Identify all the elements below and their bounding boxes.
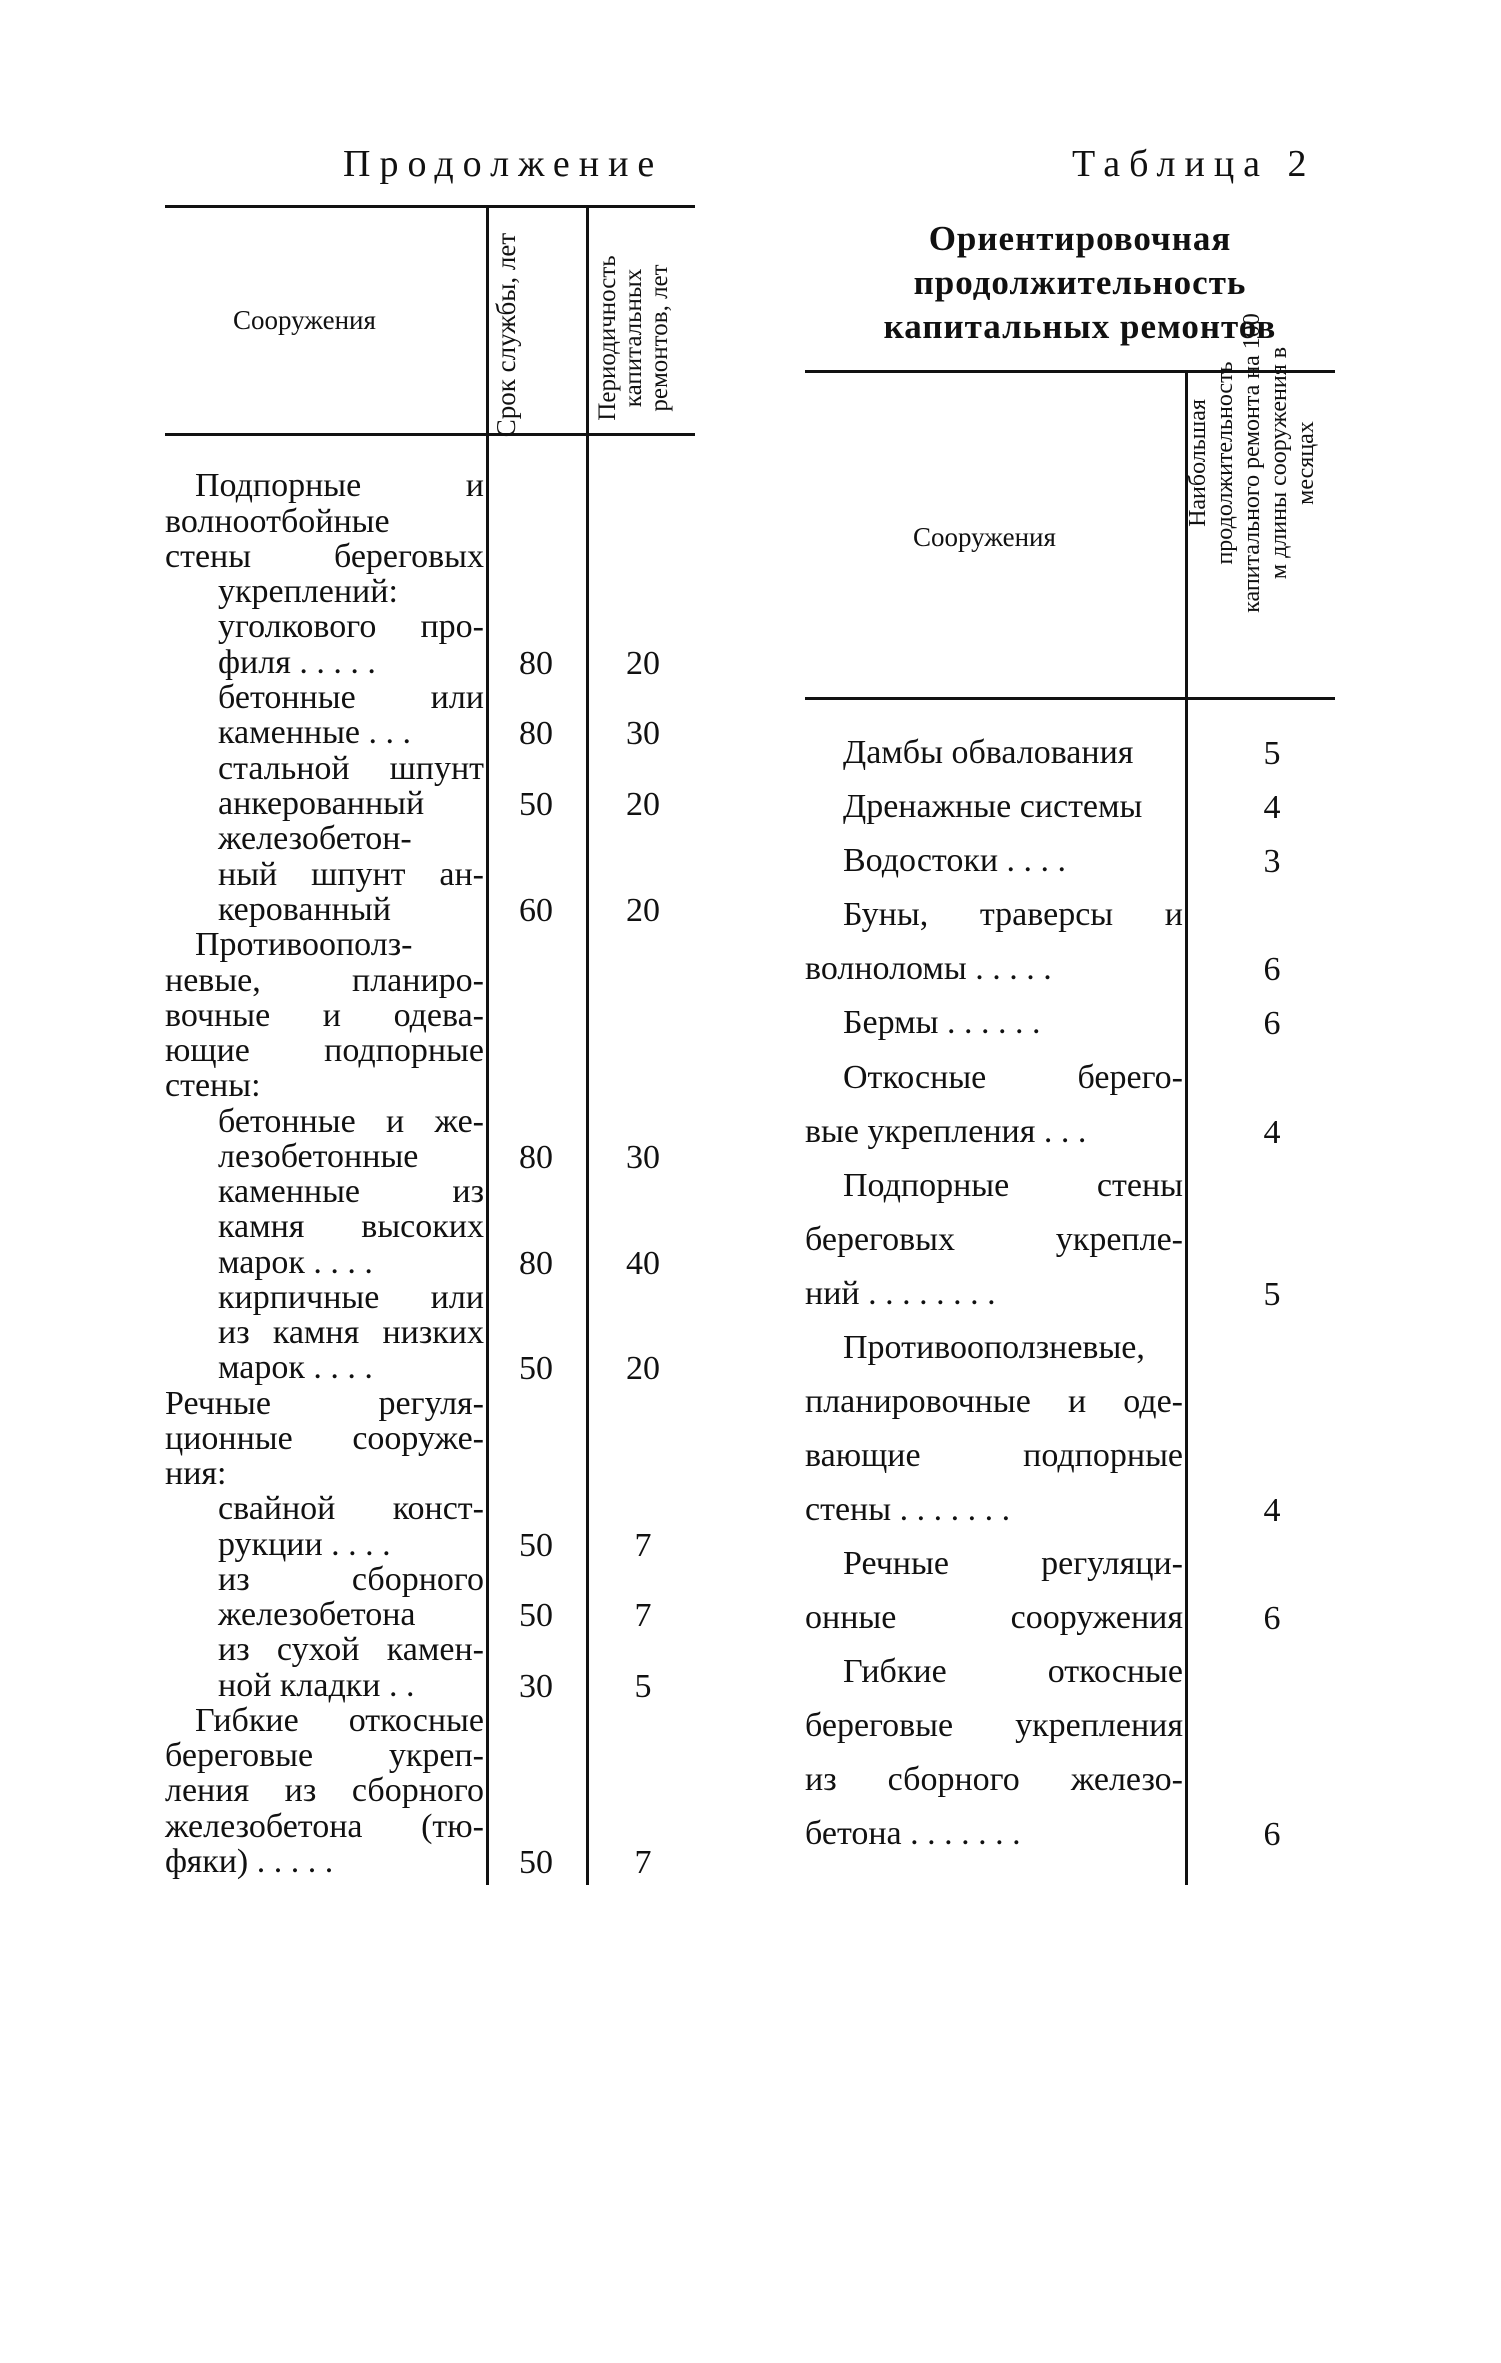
right-duration-value: 6 [1263, 1005, 1281, 1042]
left-life-value: 50 [519, 1350, 553, 1387]
left-life-value: 50 [519, 1527, 553, 1564]
left-row-label: анкерованный [218, 785, 425, 822]
left-life-value: 80 [519, 1245, 553, 1282]
right-duration-value: 4 [1263, 789, 1281, 826]
right-row-label: Подпорные стены [843, 1167, 1183, 1204]
right-row-label: Противооползневые, [843, 1329, 1145, 1366]
right-title-line: продолжительность [913, 263, 1247, 302]
left-row-label: Подпорные и [195, 467, 484, 504]
left-row-label: лезобетонные [218, 1138, 419, 1175]
left-row-label: марок . . . . [218, 1244, 373, 1281]
left-row-label: Гибкие откосные [195, 1702, 484, 1739]
right-row-label: ний . . . . . . . . [805, 1275, 996, 1312]
right-header-value-text: Наибольшая продолжительность капитального ремонта на 100 м длины сооружения в месяцах [1185, 313, 1319, 613]
right-row-label: стены . . . . . . . [805, 1491, 1011, 1528]
left-header-life-text: Срок службы, лет [491, 232, 521, 438]
right-row-label: вающие подпорные [805, 1437, 1183, 1474]
right-row-label: Речные регуляци- [843, 1545, 1183, 1582]
left-row-label: стены береговых [165, 538, 484, 575]
left-header-life [492, 225, 562, 445]
left-row-label: волноотбойные [165, 503, 390, 540]
left-life-value: 50 [519, 1597, 553, 1634]
right-row-label: Бермы . . . . . . [843, 1004, 1041, 1041]
left-row-label: свайной конст- [218, 1490, 484, 1527]
right-duration-value: 3 [1263, 843, 1281, 880]
left-period-value: 7 [634, 1844, 652, 1881]
left-row-label: вочные и одева- [165, 997, 484, 1034]
left-row-label: Речные регуля- [165, 1385, 484, 1422]
right-duration-value: 5 [1263, 735, 1281, 772]
right-duration-value: 5 [1263, 1276, 1281, 1313]
left-row-label: железобетона (тю- [165, 1808, 484, 1845]
left-row-label: Противоополз- [195, 926, 413, 963]
left-period-value: 20 [626, 892, 660, 929]
left-row-label: марок . . . . [218, 1349, 373, 1386]
left-life-value: 30 [519, 1668, 553, 1705]
right-duration-value: 4 [1263, 1114, 1281, 1151]
left-row-label: ной кладки . . [218, 1667, 415, 1704]
left-row-label: каменные из [218, 1173, 484, 1210]
left-row-label: невые, планиро- [165, 962, 484, 999]
left-row-label: стальной шпунт [218, 750, 484, 787]
right-row-label: Буны, траверсы и [843, 896, 1183, 933]
left-row-label: фяки) . . . . . [165, 1843, 334, 1880]
left-row-label: уголкового про- [218, 608, 484, 645]
right-row-label: онные сооружения [805, 1599, 1183, 1636]
right-row-label: Дамбы обвалования [843, 734, 1134, 771]
left-period-value: 5 [634, 1668, 652, 1705]
left-row-label: керованный [218, 891, 391, 928]
left-period-value: 40 [626, 1245, 660, 1282]
left-period-value: 7 [634, 1597, 652, 1634]
left-period-value: 20 [626, 1350, 660, 1387]
right-row-label: бетона . . . . . . . [805, 1815, 1021, 1852]
left-row-label: камня высоких [218, 1208, 484, 1245]
right-duration-value: 4 [1263, 1492, 1281, 1529]
left-row-label: ный шпунт ан- [218, 856, 484, 893]
left-row-label: из сборного [218, 1561, 484, 1598]
left-life-value: 50 [519, 1844, 553, 1881]
left-period-value: 30 [626, 715, 660, 752]
left-row-label: бетонные и же- [218, 1103, 484, 1140]
right-header-value [1185, 313, 1325, 613]
left-caption: Продолжение [343, 143, 664, 185]
right-row-label: Дренажные системы [843, 788, 1143, 825]
left-header-period-text: Периодичность капитальных ремонтов, лет [594, 255, 673, 421]
left-row-label: ющие подпорные [165, 1032, 484, 1069]
right-caption: Таблица 2 [1072, 143, 1316, 185]
left-period-value: 30 [626, 1139, 660, 1176]
left-row-label: кирпичные или [218, 1279, 484, 1316]
left-period-value: 20 [626, 786, 660, 823]
left-top-rule [165, 205, 695, 208]
right-header-name: Сооружения [913, 522, 1056, 552]
left-row-label: из сухой камен- [218, 1631, 484, 1668]
left-life-value: 50 [519, 786, 553, 823]
right-row-label: из сборного железо- [805, 1761, 1183, 1798]
left-row-label: железобетон- [218, 820, 412, 857]
left-row-label: из камня низких [218, 1314, 484, 1351]
left-life-value: 80 [519, 1139, 553, 1176]
left-life-value: 80 [519, 645, 553, 682]
right-duration-value: 6 [1263, 1600, 1281, 1637]
left-row-label: береговые укреп- [165, 1737, 484, 1774]
right-row-label: Водостоки . . . . [843, 842, 1067, 879]
right-row-label: Откосные берего- [843, 1059, 1183, 1096]
right-title-line: Ориентировочная [928, 219, 1232, 258]
right-title-line: капитальных ремонтов [883, 307, 1277, 346]
left-row-label: филя . . . . . [218, 644, 376, 681]
left-row-label: железобетона [218, 1596, 416, 1633]
left-period-value: 20 [626, 645, 660, 682]
left-row-label: укреплений: [218, 573, 398, 610]
right-row-label: планировочные и оде- [805, 1383, 1183, 1420]
right-row-label: волноломы . . . . . [805, 950, 1052, 987]
right-row-label: береговые укрепления [805, 1707, 1183, 1744]
left-life-value: 60 [519, 892, 553, 929]
right-duration-value: 6 [1263, 951, 1281, 988]
left-col-divider-2 [586, 208, 589, 1885]
right-row-label: вые укрепления . . . [805, 1113, 1087, 1150]
right-header-rule [805, 697, 1335, 700]
left-header-period [595, 218, 695, 458]
left-row-label: ления из сборного [165, 1772, 484, 1809]
left-row-label: стены: [165, 1067, 261, 1104]
right-row-label: Гибкие откосные [843, 1653, 1183, 1690]
left-row-label: бетонные или [218, 679, 484, 716]
left-row-label: ционные сооруже- [165, 1420, 484, 1457]
left-header-name: Сооружения [233, 305, 376, 335]
left-life-value: 80 [519, 715, 553, 752]
right-duration-value: 6 [1263, 1816, 1281, 1853]
left-row-label: рукции . . . . [218, 1526, 391, 1563]
right-row-label: береговых укрепле- [805, 1221, 1183, 1258]
left-row-label: каменные . . . [218, 714, 412, 751]
left-col-divider-1 [486, 208, 489, 1885]
left-row-label: ния: [165, 1455, 227, 1492]
left-period-value: 7 [634, 1527, 652, 1564]
